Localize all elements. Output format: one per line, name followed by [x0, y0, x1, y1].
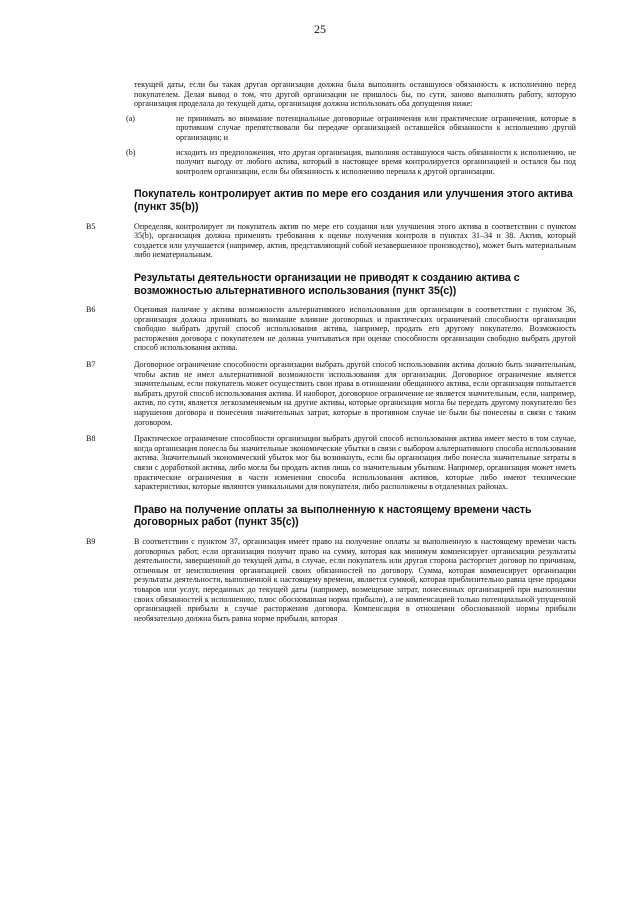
paragraph-text: В соответствии с пунктом 37, организация имеет право на получение оплаты за выполненную к настоящему времени часть договорных работ, если организация получит право на сумму, которая как минимум компенсирует организации результаты деятельности, завершенной до текущей даты, в случае, если покупатель или другая сторона расторгнет договор по причинам, отличным от неисполнения организацией своих обязанностей по договору. Сумма, которая компенсирует организации результаты деятельности, выполненной к настоящему времени, является суммой, которая приблизительно равна цене продажи товаров или услуг, переданных до текущей даты (например, возмещение затрат, понесенных организацией при выполнении своих обязанностей к исполнению, плюс обоснованная норма прибыли), а не компенсацией только потенциальной упущенной организацией прибыли в случае расторжения договора. Компенсация в отношении обоснованной нормы прибыли необязательно должна быть равна норме прибыли, которая	[134, 536, 576, 623]
list-marker: (b)	[126, 147, 136, 157]
paragraph-text: Оценивая наличие у актива возможности альтернативного использования для организации в соответствии с пунктом 36, организация должна принимать во внимание влияние договорных и практических ограничений способности организации свободно выбрать другой способ использования актива, например, продать его другому покупателю. Возможность расторжения договора с покупателем не должна учитываться при оценке способности организации свободно выбрать другой способ использования актива.	[134, 305, 576, 353]
paragraph-number: B6	[86, 305, 96, 315]
paragraph-number: B5	[86, 221, 96, 231]
page-content	[86, 80, 576, 630]
page-number: 25	[314, 22, 326, 36]
paragraph-number: B8	[86, 434, 96, 444]
paragraph-b5	[86, 222, 576, 260]
paragraph-b7	[86, 360, 576, 427]
list-item-a	[126, 113, 576, 143]
section-heading: Право на получение оплаты за выполненную к настоящему времени часть договорных работ (пункт 35(c))	[134, 503, 532, 529]
paragraph-text: Определяя, контролирует ли покупатель актив по мере его создания или улучшения этого актива в соответствии с пунктом 35(b), организация должна применять требования к оценке получения контроля в пунктах 31–34 и 38. Актив, который создается или улучшается (например, актив, представляющий собой незавершенное производство), может быть материальным либо нематериальным.	[134, 221, 576, 260]
paragraph-number: B7	[86, 360, 96, 370]
paragraph-b6	[86, 305, 576, 353]
list-item-b	[126, 147, 576, 177]
paragraph-b9	[86, 537, 576, 623]
paragraph-text: Договорное ограничение способности организации выбрать другой способ использования актива должно быть значительным, чтобы актив не имел альтернативной возможности использования для организации. Договорное ограничение является значительным, если покупатель может осуществить свои права в отношении обещанного актива, если организация попытается выбрать другой способ использования актива. И наоборот, договорное ограничение не является значительным, если, например, актив, по сути, является легкозаменяемым на другие активы, которые организация могла бы передать другому покупателю без нарушения договора и понесения значительных затрат, которые в противном случае не были бы понесены в связи с таким договором.	[134, 360, 576, 427]
list-item-text: не принимать во внимание потенциальные договорные ограничения или практические ограничения, которые в противном случае препятствовали бы передаче организацией оставшейся обязанности к исполнению другой организации; и	[176, 113, 576, 142]
section-heading: Результаты деятельности организации не приводят к созданию актива с возможностью альтернативного использования (пункт 35(c))	[134, 271, 520, 297]
list-marker: (a)	[126, 113, 135, 123]
section-heading: Покупатель контролирует актив по мере его создания или улучшения этого актива (пункт 35(b))	[134, 188, 573, 213]
paragraph-b8	[86, 434, 576, 492]
intro-paragraph: текущей даты, если бы такая другая организация должна была выполнить оставшуюся обязанность к исполнению перед покупателем. Делая вывод о том, что другой организации не пришлось бы, по сути, заново выполнять работу, которую организация проделала до текущей даты, организация должна использовать оба допущения ниже:	[134, 80, 576, 109]
paragraph-text: Практическое ограничение способности организации выбрать другой способ использования актива имеет место в том случае, когда организация понесла бы значительные экономические убытки в связи с выбором альтернативного способа использования актива. Значительный экономический убыток мог бы возникнуть, если бы организация либо понесла значительные затраты в связи с доработкой актива, либо могла бы продать актив лишь со значительным убытком. Например, организация может иметь практические ограничения в части изменения способа использования активов, которые либо имеют технические характеристики, которые являются уникальными для покупателя, либо расположены в отдаленных районах.	[134, 434, 576, 492]
paragraph-number: B9	[86, 536, 96, 546]
list-item-text: исходить из предположения, что другая организация, выполняя оставшуюся часть обязанности к исполнению, не получит выгоду от любого актива, который в настоящее время контролируется организацией и остался бы под контролем организации, если бы обязанность к исполнению перешла к другой организации.	[176, 147, 576, 176]
